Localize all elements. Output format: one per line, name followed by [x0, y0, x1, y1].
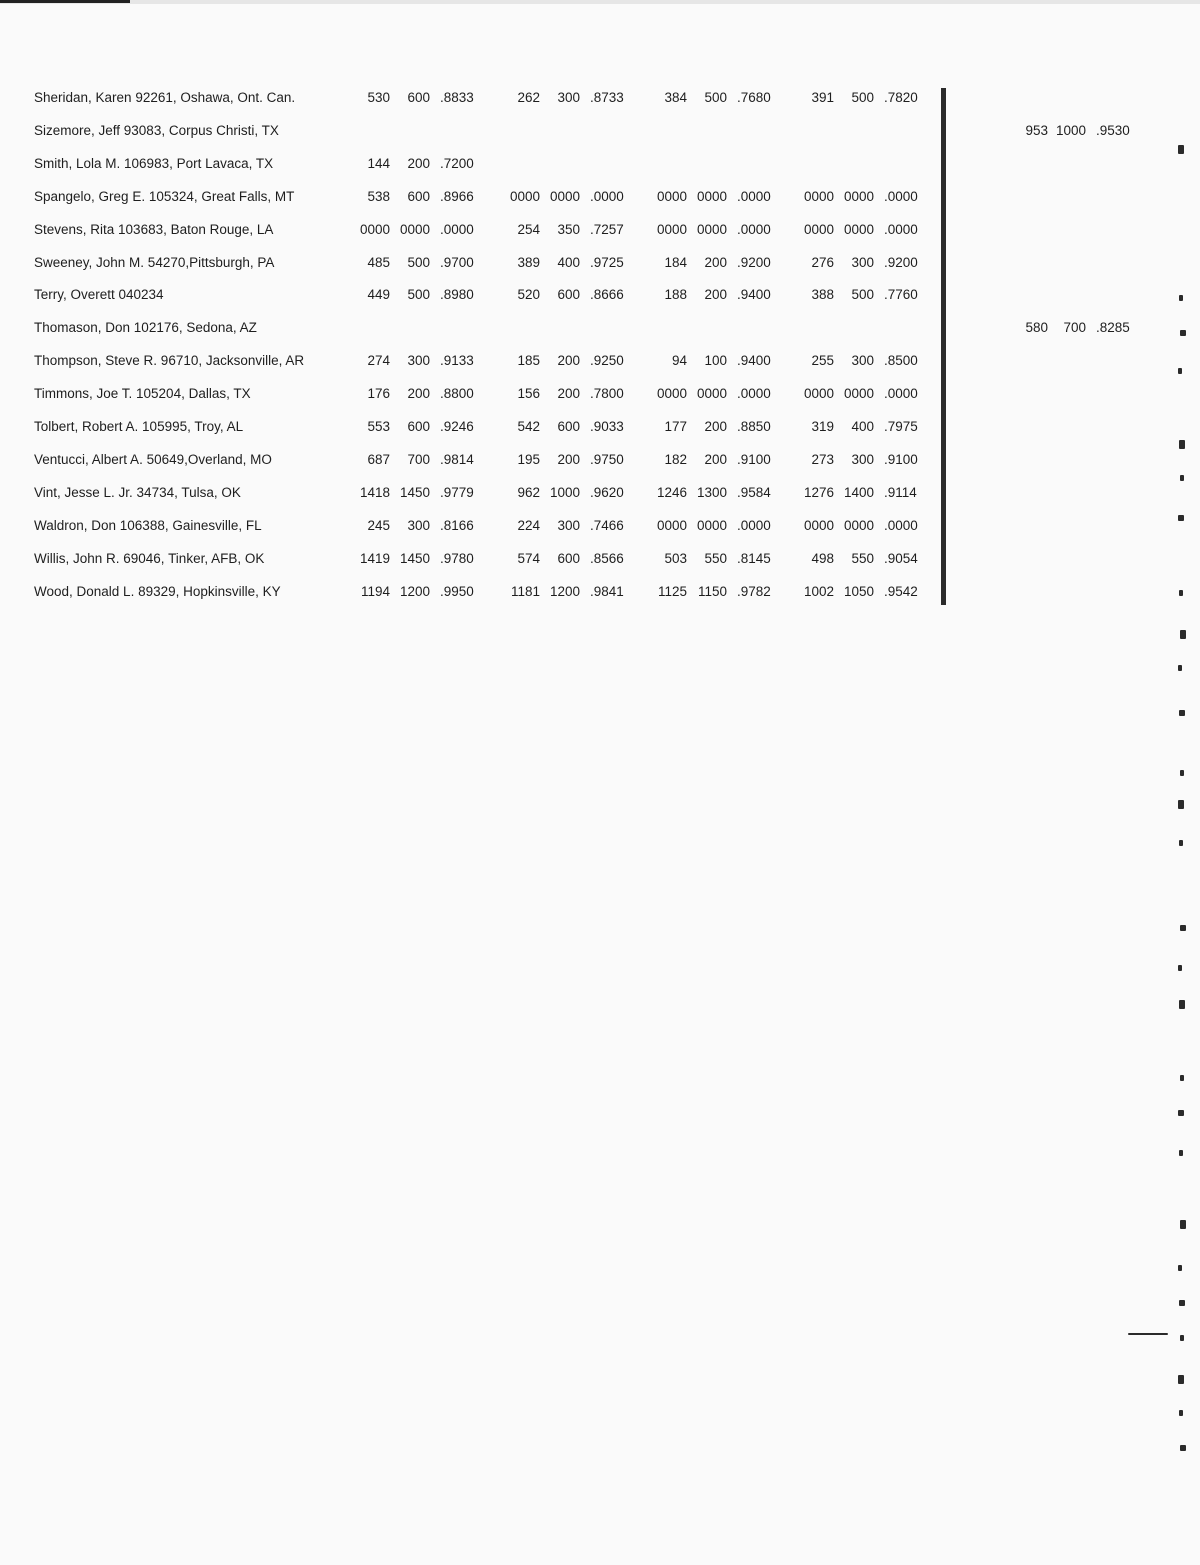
score-value: 184 — [664, 254, 687, 270]
score-value: 262 — [517, 90, 540, 105]
possible-value: 300 — [407, 517, 430, 533]
score-value: 255 — [811, 353, 834, 369]
member-name: Spangelo, Greg E. 105324, Great Falls, MT — [34, 188, 295, 204]
extra-possible-value: 1000 — [1055, 122, 1086, 138]
average-value: .0000 — [884, 188, 918, 204]
score-value: 273 — [811, 451, 834, 467]
average-value: .9750 — [590, 451, 624, 467]
member-name: Waldron, Don 106388, Gainesville, FL — [34, 517, 262, 533]
scan-mark — [1178, 965, 1182, 971]
score-value: 182 — [664, 451, 687, 467]
average-value: .0000 — [884, 386, 918, 402]
possible-value: 0000 — [696, 188, 727, 204]
score-value: 177 — [664, 419, 687, 434]
table-row — [0, 483, 1200, 503]
average-value: .9779 — [440, 484, 474, 500]
score-value: 0000 — [803, 188, 834, 204]
score-value: 1276 — [803, 484, 834, 500]
member-name: Tolbert, Robert A. 105995, Troy, AL — [34, 419, 244, 434]
possible-value: 500 — [407, 254, 430, 270]
possible-value: 300 — [557, 90, 580, 105]
possible-value: 550 — [851, 550, 874, 566]
average-value: .7466 — [590, 517, 624, 533]
possible-value: 300 — [851, 254, 874, 270]
average-value: .0000 — [884, 517, 918, 533]
score-value: 319 — [811, 419, 834, 434]
table-row — [0, 220, 1200, 240]
average-value: .7200 — [440, 155, 474, 171]
average-value: .8666 — [590, 287, 624, 303]
possible-value: 300 — [557, 517, 580, 533]
score-value: 0000 — [509, 188, 540, 204]
possible-value: 350 — [557, 221, 580, 237]
average-value: .9780 — [440, 550, 474, 566]
score-value: 1002 — [803, 583, 834, 599]
possible-value: 0000 — [843, 386, 874, 402]
scan-dash — [1128, 1333, 1168, 1335]
score-value: 254 — [517, 221, 540, 237]
average-value: .7760 — [884, 287, 918, 303]
table-row — [0, 549, 1200, 569]
possible-value: 0000 — [399, 221, 430, 237]
table-row — [0, 187, 1200, 207]
scan-mark — [1179, 1410, 1183, 1416]
member-name: Wood, Donald L. 89329, Hopkinsville, KY — [34, 583, 281, 599]
possible-value: 0000 — [549, 188, 580, 204]
average-value: .9620 — [590, 484, 624, 500]
member-name: Sheridan, Karen 92261, Oshawa, Ont. Can. — [34, 90, 296, 105]
scan-mark — [1179, 590, 1183, 596]
member-name: Stevens, Rita 103683, Baton Rouge, LA — [34, 221, 274, 237]
scan-mark — [1180, 1335, 1184, 1341]
score-value: 962 — [517, 484, 540, 500]
score-value: 0000 — [359, 221, 390, 237]
possible-value: 300 — [851, 451, 874, 467]
score-value: 687 — [367, 451, 390, 467]
possible-value: 400 — [557, 254, 580, 270]
scan-mark — [1180, 925, 1186, 931]
scan-mark — [1178, 1110, 1184, 1116]
score-value: 485 — [367, 254, 390, 270]
score-value: 0000 — [803, 221, 834, 237]
table-row — [0, 285, 1200, 305]
average-value: .9400 — [737, 353, 771, 369]
possible-value: 0000 — [843, 517, 874, 533]
score-value: 1246 — [656, 484, 687, 500]
average-value: .9054 — [884, 550, 918, 566]
score-value: 1125 — [657, 583, 687, 599]
average-value: .8166 — [440, 517, 474, 533]
scan-mark — [1180, 1445, 1186, 1451]
member-name: Willis, John R. 69046, Tinker, AFB, OK — [34, 550, 265, 566]
scan-mark — [1179, 1150, 1183, 1156]
score-value: 449 — [367, 287, 390, 303]
possible-value: 200 — [704, 451, 727, 467]
table-row — [0, 88, 1200, 108]
possible-value: 200 — [704, 287, 727, 303]
possible-value: 1200 — [399, 583, 430, 599]
possible-value: 500 — [851, 287, 874, 303]
possible-value: 1050 — [843, 583, 874, 599]
average-value: .0000 — [737, 221, 771, 237]
possible-value: 300 — [851, 353, 874, 369]
possible-value: 200 — [557, 451, 580, 467]
page-top-edge — [0, 0, 1200, 4]
scan-mark — [1179, 1000, 1185, 1009]
score-value: 498 — [811, 550, 834, 566]
score-value: 538 — [367, 188, 390, 204]
score-value: 0000 — [803, 517, 834, 533]
possible-value: 1000 — [549, 484, 580, 500]
possible-value: 1450 — [399, 550, 430, 566]
average-value: .0000 — [737, 517, 771, 533]
extra-score-value: 953 — [1025, 122, 1048, 138]
possible-value: 200 — [557, 386, 580, 402]
possible-value: 600 — [557, 550, 580, 566]
scan-mark — [1178, 1265, 1182, 1271]
column-divider — [941, 88, 946, 605]
average-value: .9814 — [440, 451, 474, 467]
score-value: 503 — [664, 550, 687, 566]
average-value: .8145 — [737, 550, 771, 566]
scan-mark — [1179, 440, 1185, 449]
average-value: .9542 — [884, 583, 918, 599]
average-value: .8980 — [440, 287, 474, 303]
extra-score-value: 580 — [1025, 320, 1048, 336]
possible-value: 100 — [704, 353, 727, 369]
table-row — [0, 516, 1200, 536]
possible-value: 400 — [851, 419, 874, 434]
average-value: .9100 — [737, 451, 771, 467]
scan-mark — [1179, 1300, 1185, 1306]
score-value: 1181 — [510, 583, 540, 599]
score-value: 195 — [517, 451, 540, 467]
average-value: .9033 — [590, 419, 624, 434]
member-name: Terry, Overett 040234 — [34, 287, 164, 303]
average-value: .9841 — [590, 583, 624, 599]
average-value: .9584 — [737, 484, 771, 500]
possible-value: 600 — [557, 287, 580, 303]
table-row — [0, 384, 1200, 404]
possible-value: 300 — [407, 353, 430, 369]
average-value: .9725 — [590, 254, 624, 270]
score-value: 1419 — [359, 550, 390, 566]
possible-value: 1150 — [697, 583, 727, 599]
possible-value: 0000 — [843, 221, 874, 237]
average-value: .0000 — [884, 221, 918, 237]
possible-value: 1450 — [399, 484, 430, 500]
possible-value: 500 — [407, 287, 430, 303]
score-value: 0000 — [656, 517, 687, 533]
score-value: 188 — [664, 287, 687, 303]
average-value: .9782 — [737, 583, 771, 599]
scan-mark — [1179, 840, 1183, 846]
average-value: .8850 — [737, 419, 771, 434]
page-top-tab — [0, 0, 130, 3]
member-name: Timmons, Joe T. 105204, Dallas, TX — [34, 386, 251, 402]
average-value: .0000 — [737, 386, 771, 402]
average-value: .8833 — [440, 90, 474, 105]
possible-value: 200 — [704, 419, 727, 434]
scan-mark — [1180, 1220, 1186, 1229]
average-value: .9100 — [884, 451, 918, 467]
table-row — [0, 318, 1200, 338]
score-value: 1418 — [359, 484, 390, 500]
scan-mark — [1180, 770, 1184, 776]
score-value: 176 — [367, 386, 390, 402]
score-value: 94 — [671, 353, 687, 369]
scan-mark — [1180, 1075, 1184, 1081]
average-value: .8966 — [440, 188, 474, 204]
score-value: 388 — [811, 287, 834, 303]
table-row — [0, 154, 1200, 174]
score-value: 530 — [367, 90, 390, 105]
average-value: .9246 — [440, 419, 474, 434]
average-value: .7680 — [737, 90, 771, 105]
score-value: 0000 — [656, 221, 687, 237]
scan-mark — [1178, 665, 1182, 671]
average-value: .9250 — [590, 353, 624, 369]
scan-mark — [1178, 1375, 1184, 1384]
scan-mark — [1180, 630, 1186, 639]
table-row — [0, 450, 1200, 470]
possible-value: 500 — [851, 90, 874, 105]
average-value: .8800 — [440, 386, 474, 402]
average-value: .9400 — [737, 287, 771, 303]
average-value: .7975 — [884, 419, 918, 434]
score-value: 542 — [517, 419, 540, 434]
average-value: .9133 — [440, 353, 474, 369]
member-name: Vint, Jesse L. Jr. 34734, Tulsa, OK — [34, 484, 241, 500]
possible-value: 0000 — [843, 188, 874, 204]
member-name: Thomason, Don 102176, Sedona, AZ — [34, 320, 257, 336]
member-name: Smith, Lola M. 106983, Port Lavaca, TX — [34, 155, 274, 171]
score-value: 520 — [517, 287, 540, 303]
average-value: .7820 — [884, 90, 918, 105]
table-row — [0, 253, 1200, 273]
average-value: .7800 — [590, 386, 624, 402]
average-value: .0000 — [590, 188, 624, 204]
extra-average-value: .8285 — [1096, 320, 1130, 336]
extra-possible-value: 700 — [1063, 320, 1086, 336]
average-value: .9200 — [737, 254, 771, 270]
score-value: 391 — [811, 90, 834, 105]
score-value: 156 — [517, 386, 540, 402]
average-value: .0000 — [440, 221, 474, 237]
score-value: 384 — [664, 90, 687, 105]
average-value: .8500 — [884, 353, 918, 369]
average-value: .9700 — [440, 254, 474, 270]
possible-value: 200 — [704, 254, 727, 270]
possible-value: 1400 — [843, 484, 874, 500]
score-value: 224 — [517, 517, 540, 533]
score-value: 1194 — [360, 583, 390, 599]
average-value: .9114 — [884, 484, 917, 500]
scan-mark — [1178, 145, 1184, 154]
scan-mark — [1178, 368, 1182, 374]
possible-value: 600 — [407, 419, 430, 434]
possible-value: 200 — [407, 386, 430, 402]
score-value: 0000 — [656, 386, 687, 402]
possible-value: 0000 — [696, 221, 727, 237]
possible-value: 600 — [407, 90, 430, 105]
scan-mark — [1179, 295, 1183, 301]
score-value: 245 — [367, 517, 390, 533]
table-row — [0, 121, 1200, 141]
possible-value: 0000 — [696, 386, 727, 402]
scan-mark — [1180, 330, 1186, 336]
score-value: 274 — [367, 353, 390, 369]
possible-value: 550 — [704, 550, 727, 566]
possible-value: 600 — [407, 188, 430, 204]
possible-value: 500 — [704, 90, 727, 105]
score-value: 144 — [367, 155, 390, 171]
scan-mark — [1179, 710, 1185, 716]
score-value: 185 — [517, 353, 540, 369]
table-row — [0, 582, 1200, 602]
average-value: .9200 — [884, 254, 918, 270]
score-value: 389 — [517, 254, 540, 270]
score-value: 0000 — [803, 386, 834, 402]
possible-value: 200 — [407, 155, 430, 171]
possible-value: 700 — [407, 451, 430, 467]
possible-value: 1200 — [549, 583, 580, 599]
average-value: .8566 — [590, 550, 624, 566]
average-value: .0000 — [737, 188, 771, 204]
score-value: 0000 — [656, 188, 687, 204]
member-name: Sweeney, John M. 54270,Pittsburgh, PA — [34, 254, 275, 270]
average-value: .8733 — [590, 90, 624, 105]
extra-average-value: .9530 — [1096, 122, 1130, 138]
scan-mark — [1178, 800, 1184, 809]
possible-value: 200 — [557, 353, 580, 369]
possible-value: 0000 — [696, 517, 727, 533]
table-row — [0, 417, 1200, 437]
score-value: 574 — [517, 550, 540, 566]
table-row — [0, 351, 1200, 371]
member-name: Sizemore, Jeff 93083, Corpus Christi, TX — [34, 122, 279, 138]
average-value: .9950 — [440, 583, 474, 599]
average-value: .7257 — [590, 221, 624, 237]
possible-value: 1300 — [696, 484, 727, 500]
member-name: Ventucci, Albert A. 50649,Overland, MO — [34, 451, 272, 467]
scan-mark — [1178, 515, 1184, 521]
member-name: Thompson, Steve R. 96710, Jacksonville, AR — [34, 353, 305, 369]
scan-mark — [1180, 475, 1184, 481]
score-value: 553 — [367, 419, 390, 434]
possible-value: 600 — [557, 419, 580, 434]
score-value: 276 — [811, 254, 834, 270]
